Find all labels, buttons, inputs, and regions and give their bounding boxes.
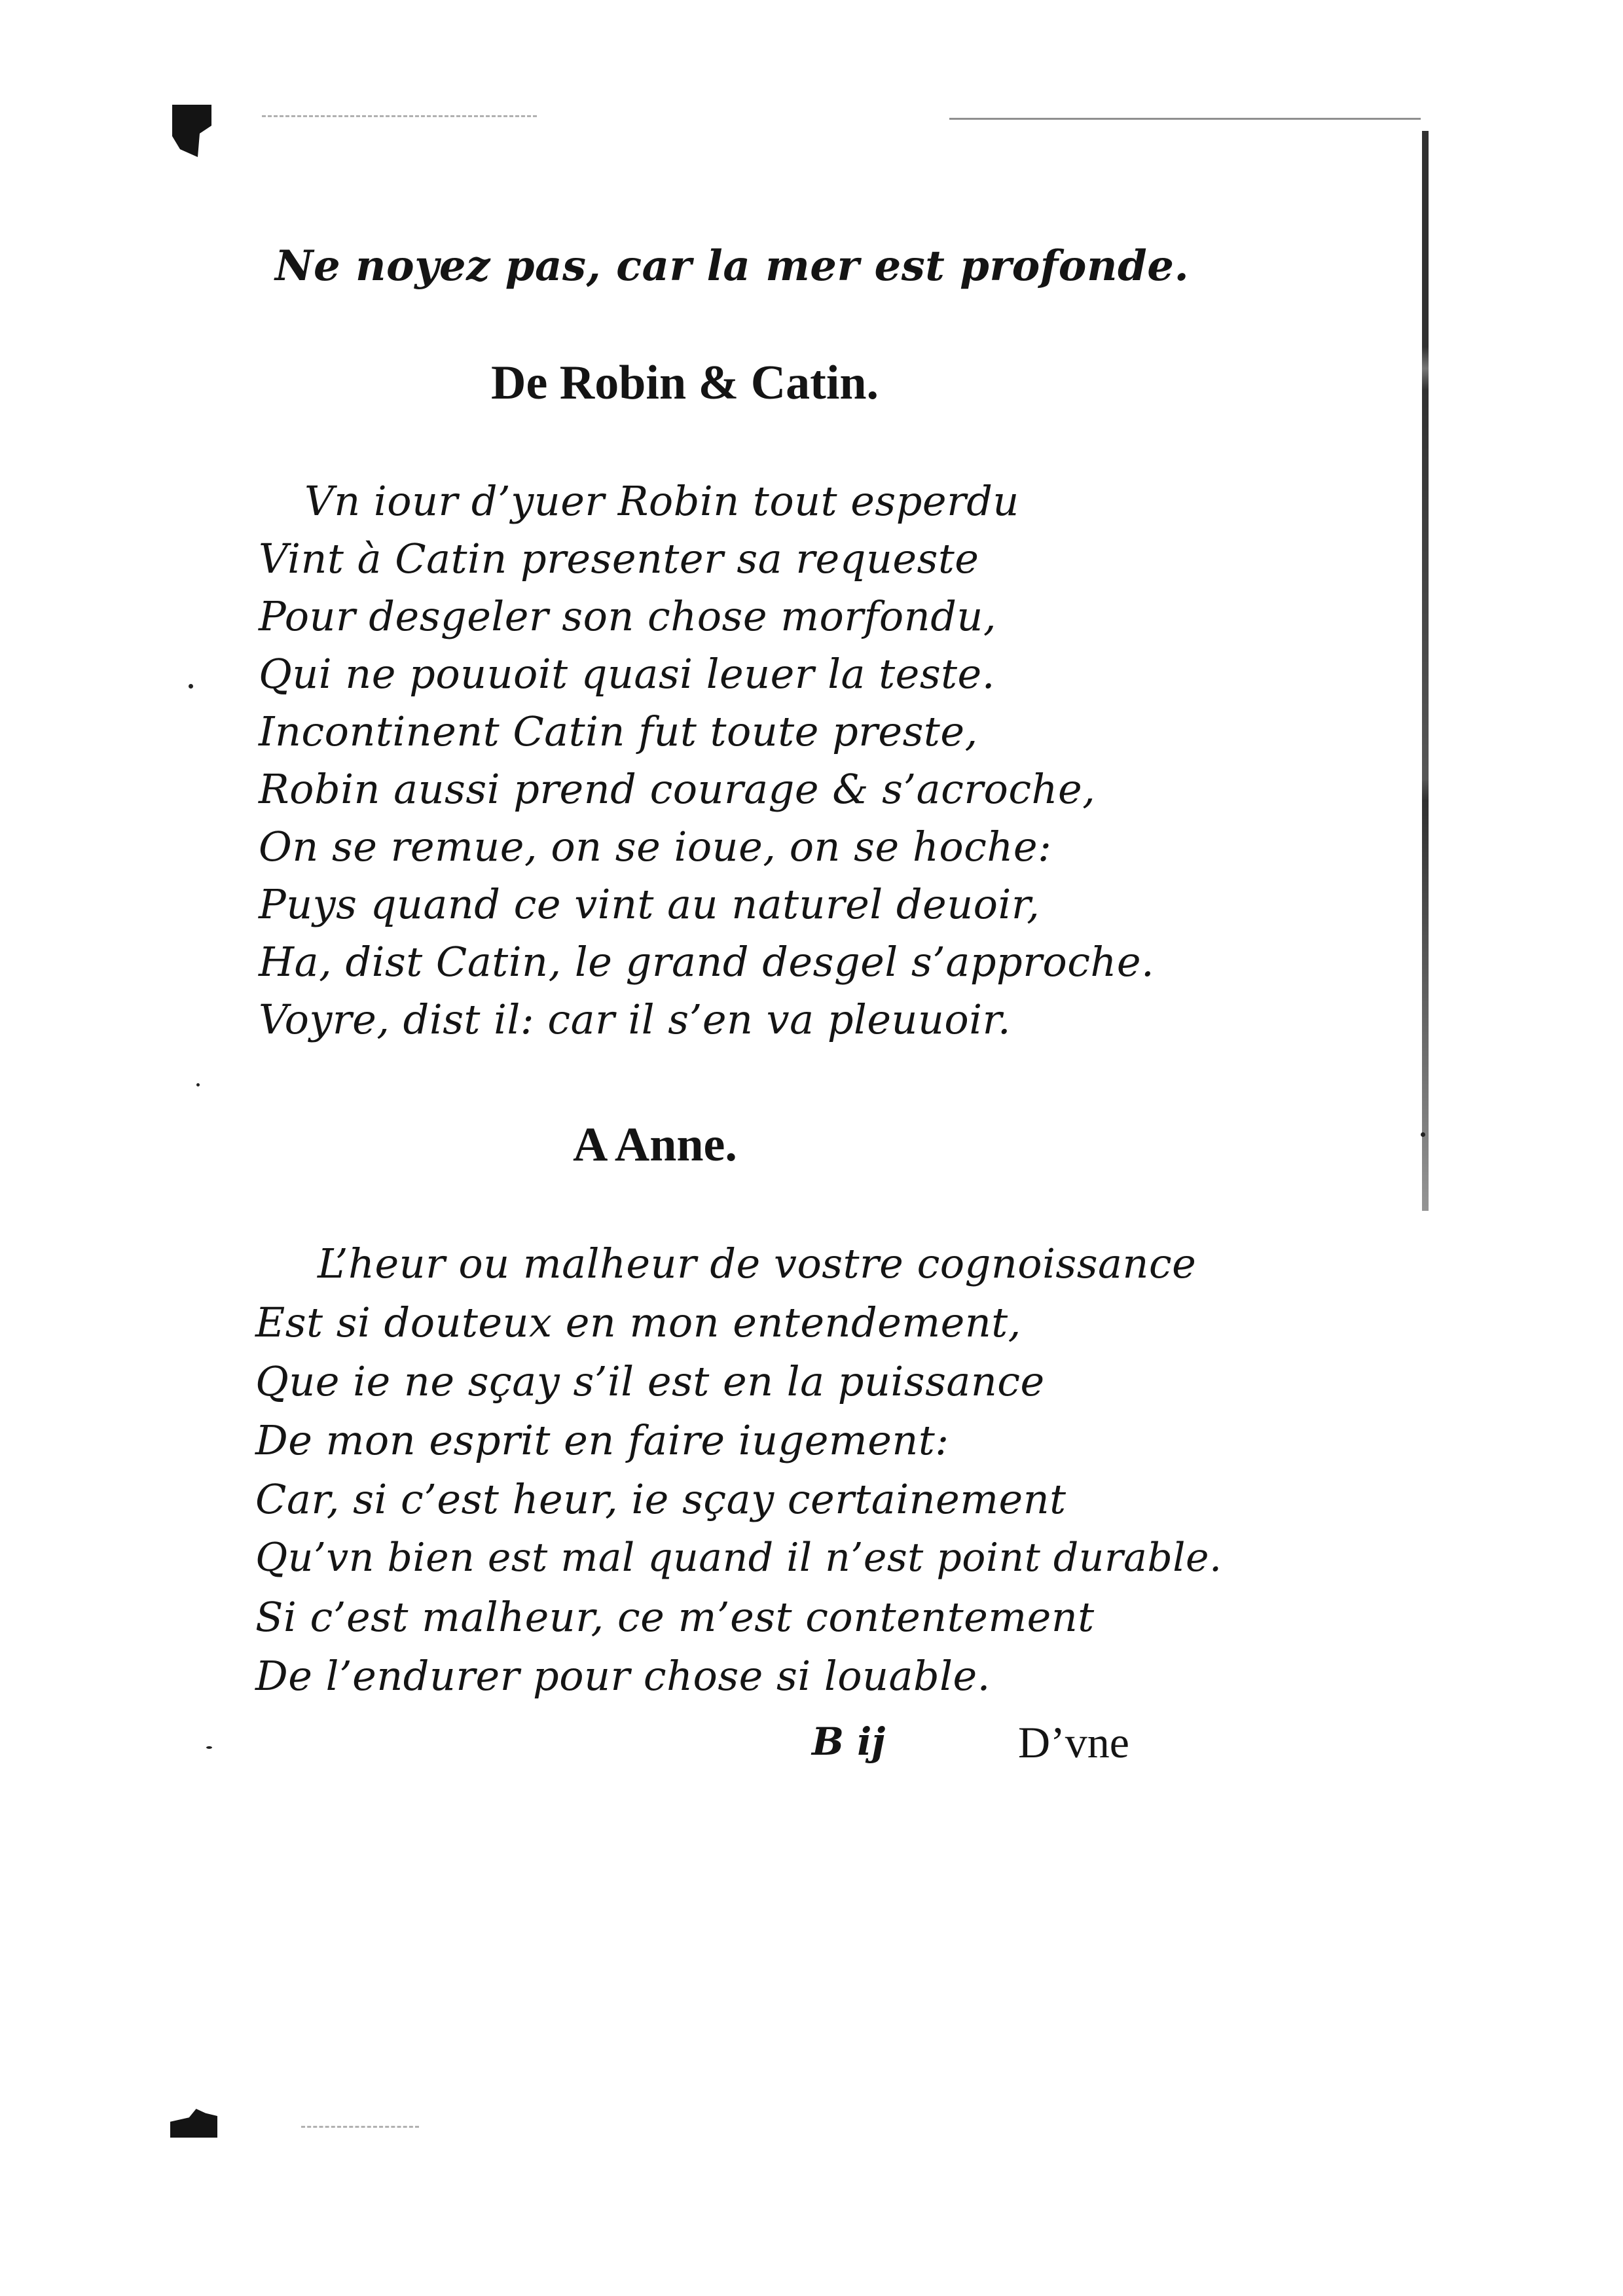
verse-line: On se remue, on se ioue, on se hoche: xyxy=(259,823,1052,870)
verse-line: Est si douteux en mon entendement, xyxy=(255,1299,1021,1346)
verse-line: Robin aussi prend courage & s’acroche, xyxy=(259,765,1096,813)
verse-line: Incontinent Catin fut toute preste, xyxy=(259,708,978,755)
ink-speck xyxy=(196,1083,200,1086)
poem-title-a-anne: A Anne. xyxy=(573,1118,737,1172)
poem-title-robin-catin: De Robin & Catin. xyxy=(491,356,879,410)
scan-edge-mark-bottom xyxy=(170,2109,217,2138)
verse-line: Pour desgeler son chose morfondu, xyxy=(259,592,997,640)
verse-line: De l’endurer pour chose si louable. xyxy=(255,1652,991,1700)
catchword: D’vne xyxy=(1018,1717,1129,1767)
top-edge-dash xyxy=(262,115,537,117)
verse-line: Qu’vn bien est mal quand il n’est point durable. xyxy=(255,1535,1222,1581)
verse-line: Vn iour d’yuer Robin tout esperdu xyxy=(304,477,1019,525)
verse-line: Ha, dist Catin, le grand desgel s’approche. xyxy=(259,938,1155,986)
verse-line: De mon esprit en faire iugement: xyxy=(255,1416,949,1464)
verse-line: Si c’est malheur, ce m’est contentement xyxy=(255,1593,1095,1641)
carryover-line: Ne noyez pas, car la mer est profonde. xyxy=(275,242,1190,291)
verse-line: Puys quand ce vint au naturel deuoir, xyxy=(259,880,1040,928)
top-edge-rule xyxy=(949,118,1421,120)
scan-edge-mark-top xyxy=(172,105,211,157)
ink-speck xyxy=(189,684,193,689)
ink-speck xyxy=(1421,1132,1425,1137)
verse-line: Que ie ne sçay s’il est en la puissance xyxy=(255,1357,1045,1405)
ink-speck xyxy=(206,1746,212,1749)
bottom-edge-dash xyxy=(301,2126,419,2128)
signature-mark: B ij xyxy=(812,1719,886,1764)
verse-line: Vint à Catin presenter sa requeste xyxy=(259,535,979,583)
page-edge-rule xyxy=(1422,131,1429,1211)
verse-line: Car, si c’est heur, ie sçay certainement xyxy=(255,1475,1067,1523)
verse-line: Voyre, dist il: car il s’en va pleuuoir. xyxy=(259,996,1012,1043)
verse-line: Qui ne pouuoit quasi leuer la teste. xyxy=(259,650,995,698)
verse-line: L’heur ou malheur de vostre cognoissance xyxy=(318,1240,1197,1287)
